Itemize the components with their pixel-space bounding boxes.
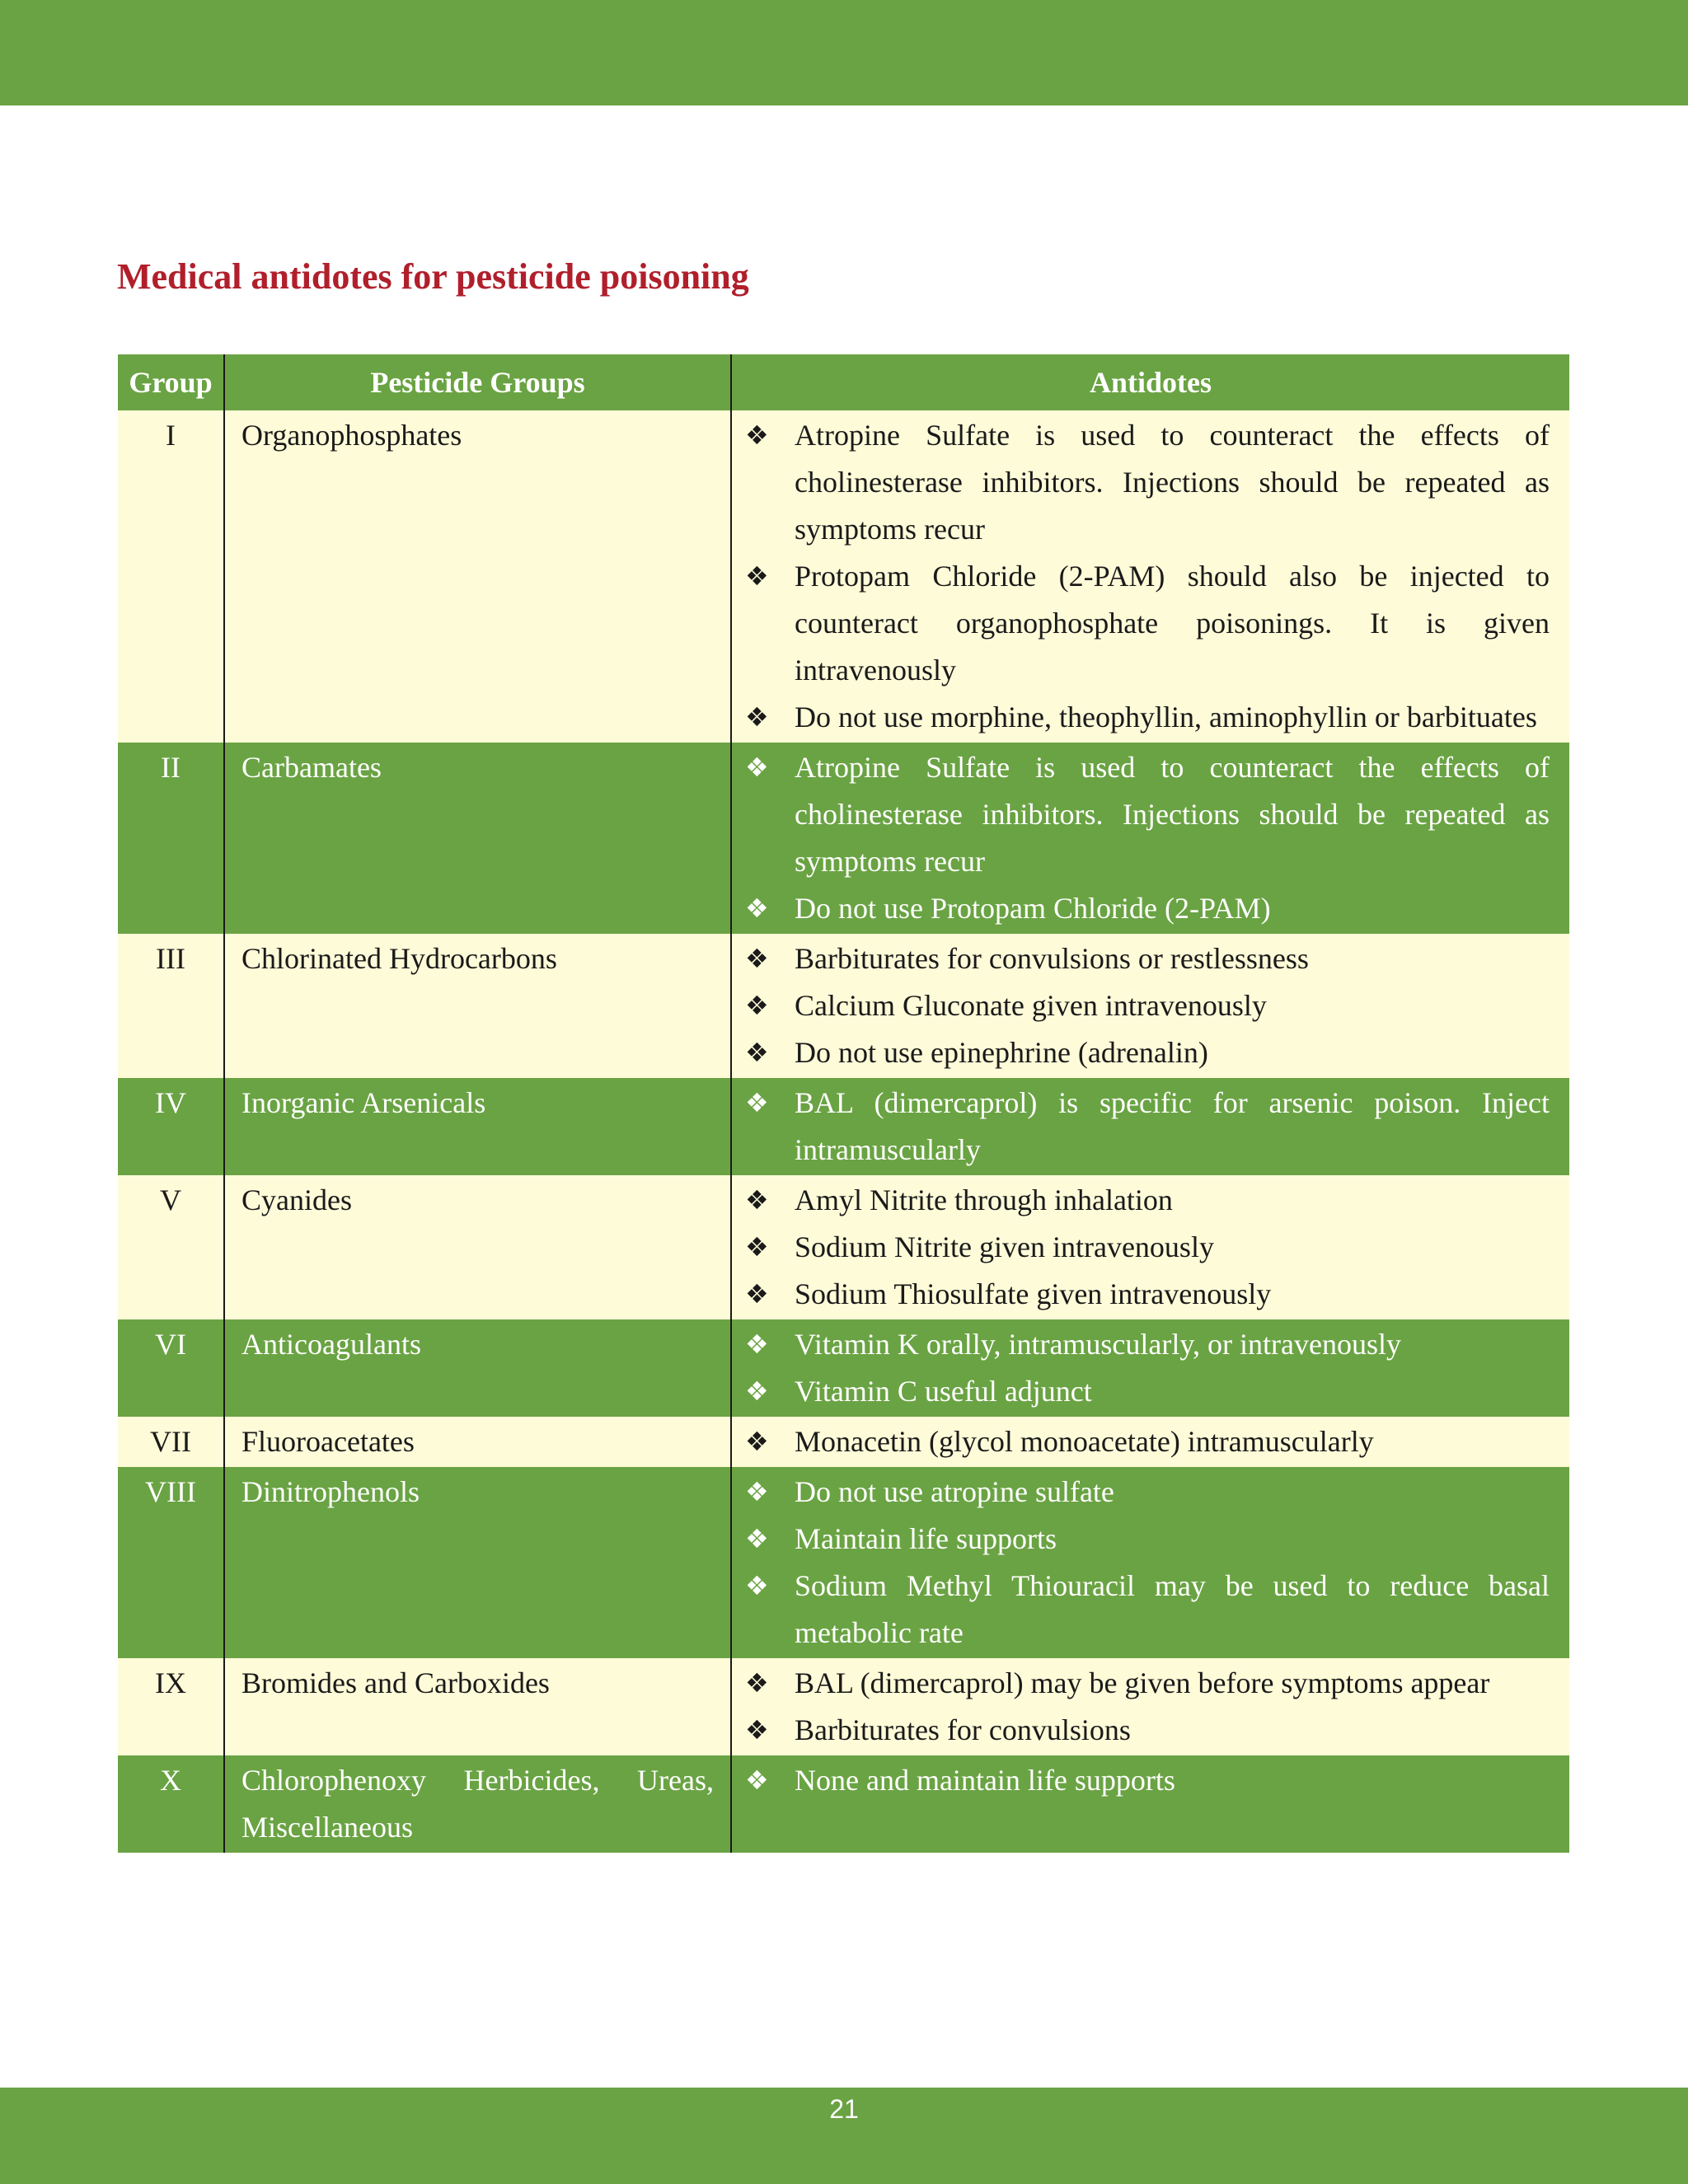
group-numeral: I xyxy=(118,410,224,743)
antidotes-cell xyxy=(731,1078,1569,1175)
antidote-text: Atropine Sulfate is used to counteract the effects of cholinesterase inhibitors. Injections should be repeated as symptoms recur xyxy=(795,419,1550,546)
table-row xyxy=(118,1078,1569,1175)
diamond-bullet-icon: ❖ xyxy=(745,1184,769,1216)
pesticide-group-cell xyxy=(224,1417,731,1467)
diamond-bullet-icon: ❖ xyxy=(745,1376,769,1407)
pesticide-group-name: Cyanides xyxy=(241,1183,352,1216)
antidote-list xyxy=(745,412,1550,741)
antidotes-cell xyxy=(731,1467,1569,1658)
list-item xyxy=(745,553,1550,694)
table-row xyxy=(118,1658,1569,1755)
list-item xyxy=(745,1418,1550,1465)
antidote-text: Vitamin K orally, intramuscularly, or intravenously xyxy=(795,1328,1401,1361)
antidote-text: Monacetin (glycol monoacetate) intramuscularly xyxy=(795,1425,1374,1458)
group-numeral: VI xyxy=(118,1319,224,1417)
pesticide-group-name: Bromides and Carboxides xyxy=(241,1666,550,1699)
diamond-bullet-icon: ❖ xyxy=(745,893,769,924)
antidote-text: Calcium Gluconate given intravenously xyxy=(795,989,1267,1022)
pesticide-group-cell xyxy=(224,934,731,1078)
antidote-text: Do not use morphine, theophyllin, aminophyllin or barbituates xyxy=(795,701,1537,733)
antidotes-cell xyxy=(731,934,1569,1078)
diamond-bullet-icon: ❖ xyxy=(745,560,769,592)
table-row xyxy=(118,743,1569,934)
pesticide-group-cell xyxy=(224,1755,731,1853)
pesticide-group-cell xyxy=(224,1658,731,1755)
pesticide-group-cell xyxy=(224,1467,731,1658)
list-item xyxy=(745,1271,1550,1318)
group-numeral: VIII xyxy=(118,1467,224,1658)
pesticide-group-name: Chlorophenoxy Herbicides, Ureas, Miscellaneous xyxy=(241,1764,714,1844)
table-row xyxy=(118,934,1569,1078)
group-numeral: IX xyxy=(118,1658,224,1755)
antidote-text: BAL (dimercaprol) is specific for arsenic poison. Inject intramuscularly xyxy=(795,1086,1550,1166)
list-item xyxy=(745,694,1550,741)
table-row xyxy=(118,1175,1569,1319)
pesticide-group-name: Anticoagulants xyxy=(241,1328,421,1361)
list-item xyxy=(745,1368,1550,1415)
pesticide-group-cell xyxy=(224,743,731,934)
list-item xyxy=(745,885,1550,932)
antidotes-cell xyxy=(731,743,1569,934)
antidote-text: Atropine Sulfate is used to counteract the effects of cholinesterase inhibitors. Injections should be repeated as symptoms recur xyxy=(795,751,1550,878)
diamond-bullet-icon: ❖ xyxy=(745,1087,769,1118)
antidotes-cell xyxy=(731,1175,1569,1319)
header-group: Group xyxy=(118,354,224,410)
list-item xyxy=(745,1224,1550,1271)
antidotes-cell xyxy=(731,1319,1569,1417)
list-item xyxy=(745,1080,1550,1174)
antidote-text: Amyl Nitrite through inhalation xyxy=(795,1183,1173,1216)
antidote-list xyxy=(745,744,1550,932)
diamond-bullet-icon: ❖ xyxy=(745,1714,769,1746)
header-band xyxy=(0,0,1688,105)
header-pesticide-groups: Pesticide Groups xyxy=(224,354,731,410)
diamond-bullet-icon: ❖ xyxy=(745,1426,769,1457)
list-item xyxy=(745,1321,1550,1368)
group-numeral: V xyxy=(118,1175,224,1319)
diamond-bullet-icon: ❖ xyxy=(745,1278,769,1310)
table-body xyxy=(118,410,1569,1853)
antidote-list xyxy=(745,1080,1550,1174)
list-item xyxy=(745,1563,1550,1657)
antidote-list xyxy=(745,1321,1550,1415)
page-number: 21 xyxy=(829,2094,859,2124)
table-row xyxy=(118,1319,1569,1417)
antidote-text: Do not use Protopam Chloride (2-PAM) xyxy=(795,892,1271,925)
diamond-bullet-icon: ❖ xyxy=(745,419,769,451)
antidote-text: Barbiturates for convulsions or restlessness xyxy=(795,942,1309,975)
pesticide-group-cell xyxy=(224,1078,731,1175)
pesticide-group-cell xyxy=(224,1175,731,1319)
antidote-text: None and maintain life supports xyxy=(795,1764,1175,1797)
list-item xyxy=(745,412,1550,553)
antidote-text: Barbiturates for convulsions xyxy=(795,1713,1131,1746)
pesticide-group-cell xyxy=(224,410,731,743)
diamond-bullet-icon: ❖ xyxy=(745,1667,769,1699)
table-row xyxy=(118,410,1569,743)
list-item xyxy=(745,744,1550,885)
group-numeral: VII xyxy=(118,1417,224,1467)
list-item xyxy=(745,1707,1550,1754)
list-item xyxy=(745,1177,1550,1224)
diamond-bullet-icon: ❖ xyxy=(745,1329,769,1360)
antidote-text: BAL (dimercaprol) may be given before symptoms appear xyxy=(795,1666,1490,1699)
list-item xyxy=(745,1029,1550,1076)
antidote-text: Sodium Nitrite given intravenously xyxy=(795,1230,1214,1263)
diamond-bullet-icon: ❖ xyxy=(745,1231,769,1263)
list-item xyxy=(745,1469,1550,1516)
group-numeral: X xyxy=(118,1755,224,1853)
pesticide-group-name: Dinitrophenols xyxy=(241,1475,420,1508)
list-item xyxy=(745,1516,1550,1563)
group-numeral: IV xyxy=(118,1078,224,1175)
page-title: Medical antidotes for pesticide poisoning xyxy=(117,256,749,297)
antidotes-cell xyxy=(731,1658,1569,1755)
antidote-list xyxy=(745,1469,1550,1657)
antidote-list xyxy=(745,1177,1550,1318)
antidote-text: Vitamin C useful adjunct xyxy=(795,1375,1092,1408)
diamond-bullet-icon: ❖ xyxy=(745,1037,769,1068)
antidote-text: Do not use epinephrine (adrenalin) xyxy=(795,1036,1208,1069)
pesticide-group-name: Carbamates xyxy=(241,751,382,784)
antidote-text: Do not use atropine sulfate xyxy=(795,1475,1114,1508)
pesticide-group-name: Fluoroacetates xyxy=(241,1425,415,1458)
pesticide-group-cell xyxy=(224,1319,731,1417)
diamond-bullet-icon: ❖ xyxy=(745,990,769,1021)
pesticide-group-name: Chlorinated Hydrocarbons xyxy=(241,942,557,975)
diamond-bullet-icon: ❖ xyxy=(745,1570,769,1601)
pesticide-group-name: Organophosphates xyxy=(241,419,462,452)
diamond-bullet-icon: ❖ xyxy=(745,701,769,733)
group-numeral: II xyxy=(118,743,224,934)
table-header-row xyxy=(118,354,1569,410)
list-item xyxy=(745,1660,1550,1707)
table-row xyxy=(118,1417,1569,1467)
pesticide-group-name: Inorganic Arsenicals xyxy=(241,1086,486,1119)
list-item xyxy=(745,1757,1550,1804)
antidote-text: Sodium Methyl Thiouracil may be used to reduce basal metabolic rate xyxy=(795,1569,1550,1649)
group-numeral: III xyxy=(118,934,224,1078)
list-item xyxy=(745,935,1550,982)
antidote-text: Sodium Thiosulfate given intravenously xyxy=(795,1277,1272,1310)
diamond-bullet-icon: ❖ xyxy=(745,1523,769,1554)
diamond-bullet-icon: ❖ xyxy=(745,943,769,974)
antidotes-cell xyxy=(731,1417,1569,1467)
table-row xyxy=(118,1755,1569,1853)
header-antidotes: Antidotes xyxy=(731,354,1569,410)
diamond-bullet-icon: ❖ xyxy=(745,752,769,783)
antidote-list xyxy=(745,1757,1550,1804)
antidote-list xyxy=(745,1660,1550,1754)
antidotes-cell xyxy=(731,410,1569,743)
table-row xyxy=(118,1467,1569,1658)
antidote-list xyxy=(745,935,1550,1076)
diamond-bullet-icon: ❖ xyxy=(745,1476,769,1507)
diamond-bullet-icon: ❖ xyxy=(745,1765,769,1796)
antidote-text: Protopam Chloride (2-PAM) should also be injected to counteract organophosphate poisonings. It is given intravenously xyxy=(795,560,1550,687)
antidotes-table xyxy=(118,354,1569,1853)
list-item xyxy=(745,982,1550,1029)
antidote-text: Maintain life supports xyxy=(795,1522,1057,1555)
antidote-list xyxy=(745,1418,1550,1465)
antidotes-cell xyxy=(731,1755,1569,1853)
